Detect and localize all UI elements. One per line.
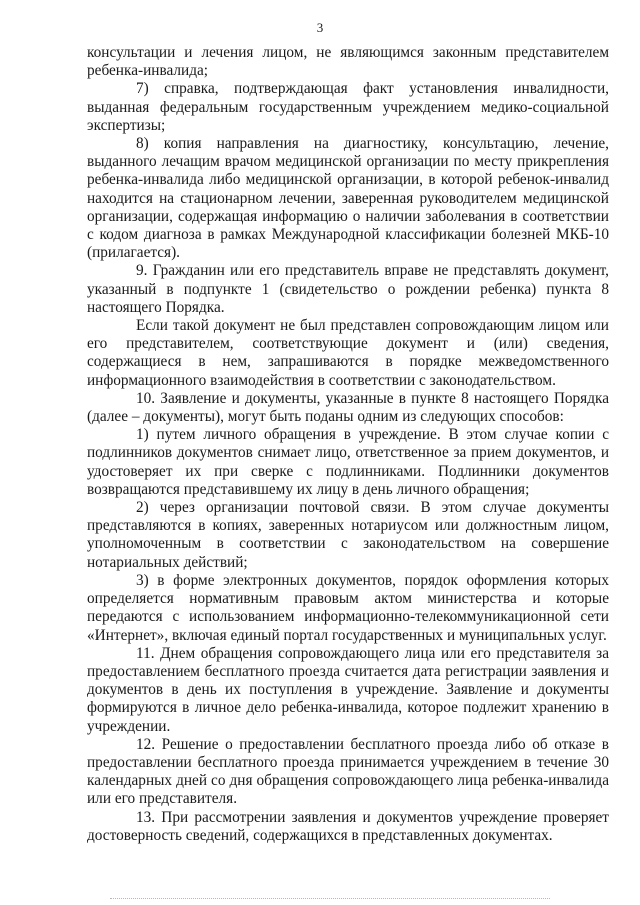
paragraph-item-8: 8) копия направления на диагностику, консультацию, лечение, выданного лечащим врачом медицинской организации по месту прикрепления ребенка-инвалида либо медицинской организации, в которой ребенок-инвалид находится на стационарном лечении, заверенная руководителем медицинской организации, содержащая информацию о наличии заболевания в соответствии с кодом диагноза в рамках Международной классификации болезней МКБ-10 (прилагается). — [87, 135, 609, 262]
paragraph-clause-13: 13. При рассмотрении заявления и документов учреждение проверяет достоверность сведений, содержащихся в представленных документах. — [87, 808, 609, 844]
footer-divider — [110, 898, 550, 899]
document-body — [87, 44, 609, 845]
paragraph-method-1: 1) путем личного обращения в учреждение. В этом случае копии с подлинников документов снимает лицо, ответственное за прием документов, и удостоверяет их при сверке с подлинниками. Подлинники документов возвращаются представившему их лицу в день личного обращения; — [87, 426, 609, 498]
paragraph-method-2: 2) через организации почтовой связи. В этом случае документы представляются в копиях, заверенных нотариусом или должностным лицом, уполномоченным в соответствии с законодательством на совершение нотариальных действий; — [87, 499, 609, 571]
page-number: 3 — [316, 20, 324, 35]
paragraph-clause-11: 11. Днем обращения сопровождающего лица или его представителя за предоставлением бесплатного проезда считается дата регистрации заявления и документов в день их поступления в учреждение. Заявление и документы формируются в личное дело ребенка-инвалида, которое подлежит хранению в учреждении. — [87, 644, 609, 735]
paragraph-clause-9: 9. Гражданин или его представитель вправе не представлять документ, указанный в подпункте 1 (свидетельство о рождении ребенка) пункта 8 настоящего Порядка. — [87, 262, 609, 316]
paragraph-method-3: 3) в форме электронных документов, порядок оформления которых определяется нормативным правовым актом министерства и которые передаются с использованием информационно-телекоммуникационной сети «Интернет», включая единый портал государственных и муниципальных услуг. — [87, 571, 609, 644]
paragraph-item-7: 7) справка, подтверждающая факт установления инвалидности, выданная федеральным государственным учреждением медико-социальной экспертизы; — [87, 80, 609, 134]
paragraph-clause-10: 10. Заявление и документы, указанные в пункте 8 настоящего Порядка (далее – документы), могут быть поданы одним из следующих способов: — [87, 389, 609, 426]
paragraph-continuation: консультации и лечения лицом, не являющимся законным представителем ребенка-инвалида; — [87, 44, 609, 80]
paragraph-clause-12: 12. Решение о предоставлении бесплатного проезда либо об отказе в предоставлении бесплатного проезда принимается учреждением в течение 30 календарных дней со дня обращения сопровождающего лица ребенка-инвалида или его представителя. — [87, 735, 609, 808]
paragraph-clause-9-note: Если такой документ не был представлен сопровождающим лицом или его представителем, соответствующие документ и (или) сведения, содержащиеся в нем, запрашиваются в порядке межведомственного информационного взаимодействия в соответствии с законодательством. — [87, 317, 609, 389]
